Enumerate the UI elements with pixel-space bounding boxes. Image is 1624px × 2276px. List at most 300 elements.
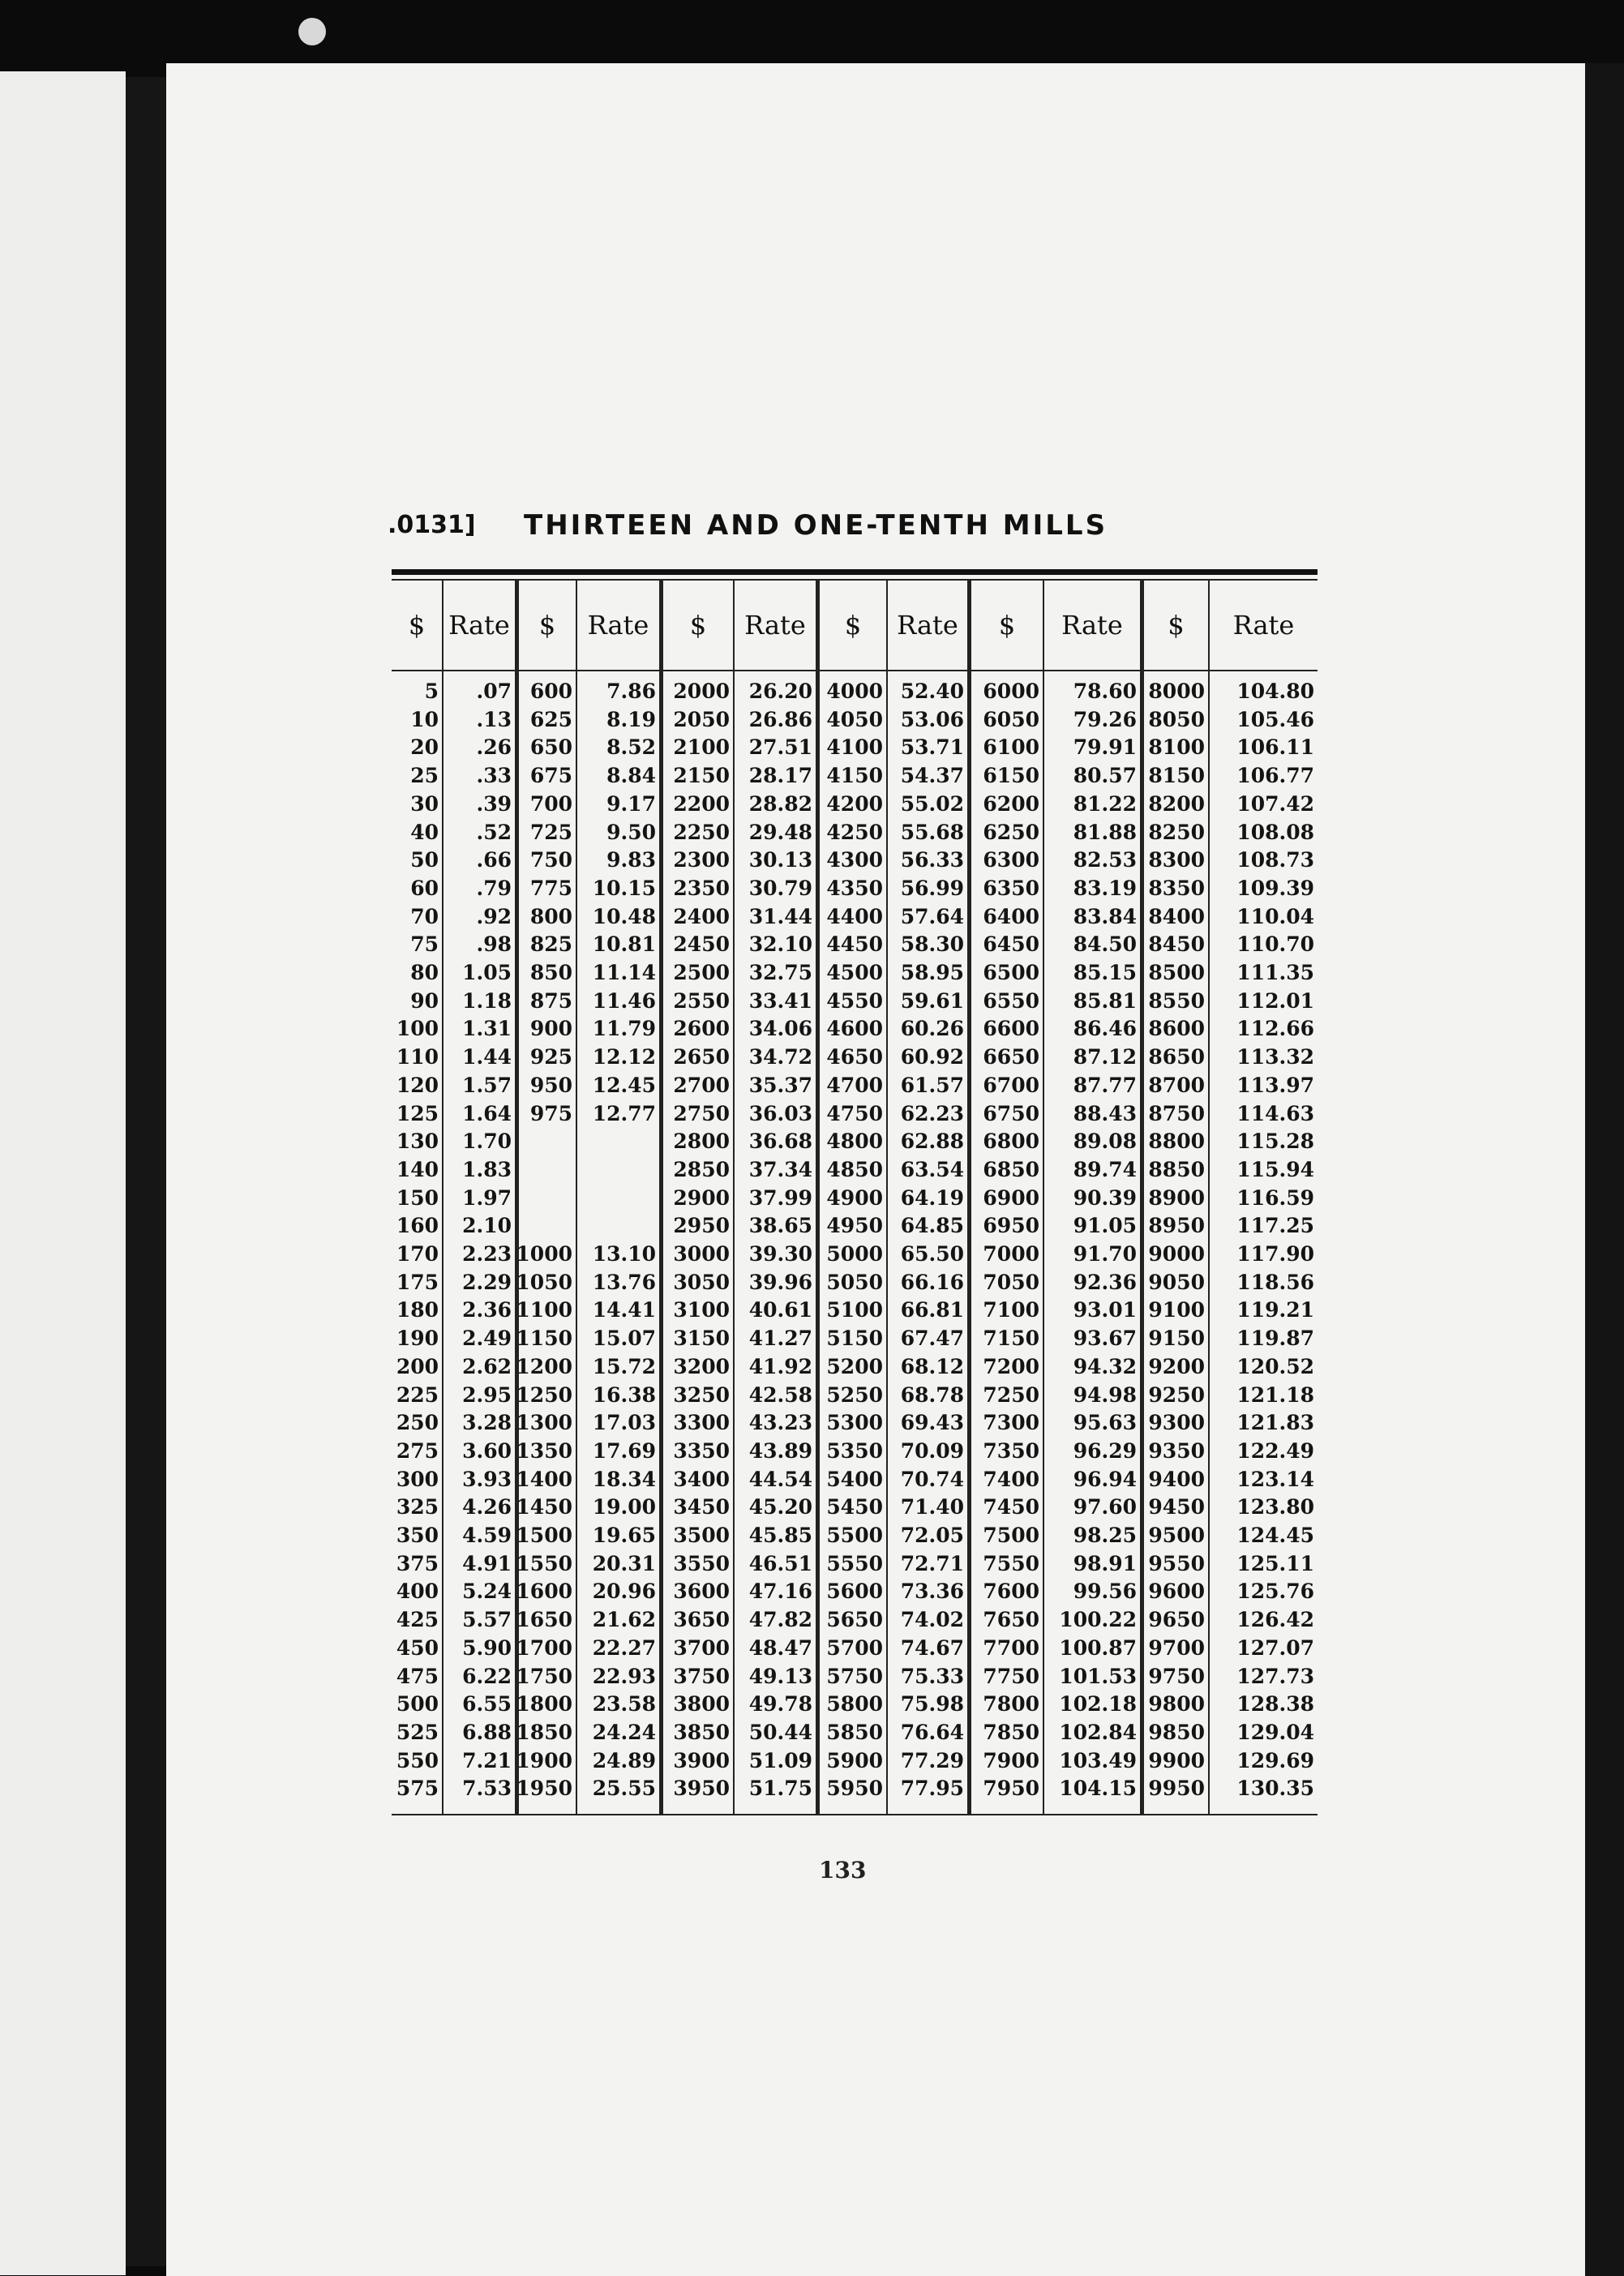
dollar-amount-cell: 2550 [673,988,730,1013]
dollar-amount-cell: 1800 [516,1692,572,1717]
rate-value-cell: 8.84 [606,764,656,788]
rate-value-cell: 7.53 [462,1777,512,1801]
dollar-amount-cell: 1400 [516,1467,572,1491]
table-bottom-rule [392,1814,1318,1815]
rate-value-cell: 75.33 [900,1664,964,1688]
dollar-amount-cell: 5000 [826,1242,883,1266]
dollar-amount-cell: 2750 [673,1101,730,1125]
rate-value-cell: 93.01 [1073,1298,1137,1322]
dollar-amount-cell: 80 [410,961,439,984]
dollar-amount-cell: 575 [396,1777,439,1801]
dollar-amount-cell: 6350 [983,876,1039,900]
rate-value-cell: .66 [476,848,512,872]
dollar-amount-cell: 8800 [1148,1129,1205,1154]
rate-value-cell: 48.47 [748,1635,812,1660]
dollar-amount-cell: 75 [410,932,439,957]
dollar-amount-cell: 8250 [1148,820,1205,844]
rate-value-cell: 2.49 [462,1327,512,1351]
dollar-amount-cell: 110 [396,1045,439,1069]
dollar-amount-cell: 6500 [983,961,1039,984]
rate-value-cell: 13.10 [592,1242,656,1266]
dollar-amount-cell: 9650 [1148,1608,1205,1632]
dollar-amount-cell: 6250 [983,820,1039,844]
dollar-amount-cell: 5650 [826,1608,883,1632]
rate-value-cell: 2.95 [462,1382,512,1407]
rate-value-cell: 49.78 [748,1692,812,1717]
rate-value-cell: 87.12 [1073,1045,1137,1069]
rate-value-cell: 119.87 [1236,1327,1314,1351]
rate-value-cell: 47.16 [748,1579,812,1604]
dollar-amount-cell: 3250 [673,1382,730,1407]
rate-value-cell: 41.27 [748,1327,812,1351]
dollar-amount-cell: 4650 [826,1045,883,1069]
rate-value-cell: 24.24 [592,1720,656,1744]
rate-value-cell: 79.91 [1073,735,1137,760]
rate-value-cell: 96.29 [1073,1438,1137,1463]
rate-value-cell: 103.49 [1059,1748,1137,1772]
dollar-amount-cell: 2200 [673,791,730,816]
dollar-amount-cell: 8450 [1148,932,1205,957]
rate-value-cell: 1.05 [462,961,512,984]
dollar-amount-cell: 5700 [826,1635,883,1660]
dollar-amount-cell: 90 [410,988,439,1013]
dollar-amount-cell: 1050 [516,1270,572,1294]
header-dollars: $ [538,610,556,641]
dollar-amount-cell: 3000 [673,1242,730,1266]
dollar-amount-cell: 6400 [983,904,1039,928]
dollar-amount-cell: 5500 [826,1524,883,1547]
rate-value-cell: .98 [476,932,512,957]
dollar-amount-cell: 6600 [983,1017,1039,1041]
dollar-amount-cell: 8400 [1148,904,1205,928]
rate-value-cell: 117.25 [1236,1214,1314,1238]
dollar-amount-cell: 2150 [673,764,730,788]
dollar-amount-cell: 4800 [826,1129,883,1154]
dollar-amount-cell: 3300 [673,1411,730,1435]
dollar-amount-cell: 825 [529,932,572,957]
rate-value-cell: 98.25 [1073,1524,1137,1547]
rate-value-cell: 39.30 [748,1242,812,1266]
dollar-amount-cell: 6950 [983,1214,1039,1238]
rate-value-cell: 84.50 [1073,932,1137,957]
dollar-amount-cell: 9200 [1148,1354,1205,1378]
dollar-amount-cell: 1700 [516,1635,572,1660]
dollar-amount-cell: 100 [396,1017,439,1041]
dollar-amount-cell: 9850 [1148,1720,1205,1744]
rate-value-cell: 50.44 [748,1720,812,1744]
rate-value-cell: 67.47 [900,1327,964,1351]
rate-value-cell: 96.94 [1073,1467,1137,1491]
rate-value-cell: 89.74 [1073,1157,1137,1181]
rate-value-cell: 105.46 [1236,707,1314,731]
rate-value-cell: 10.48 [592,904,656,928]
rate-value-cell: 77.95 [900,1777,964,1801]
dollar-amount-cell: 950 [529,1073,572,1097]
dollar-amount-cell: 190 [396,1327,439,1351]
dollar-amount-cell: 4400 [826,904,883,928]
rate-value-cell: 91.05 [1073,1214,1137,1238]
rate-value-cell: 68.78 [900,1382,964,1407]
dollar-amount-cell: 700 [529,791,572,816]
rate-value-cell: 121.83 [1236,1411,1314,1435]
dollar-amount-cell: 9550 [1148,1551,1205,1575]
rate-value-cell: 34.06 [748,1017,812,1041]
rate-value-cell: 75.98 [900,1692,964,1717]
dollar-amount-cell: 7300 [983,1411,1039,1435]
rate-value-cell: 47.82 [748,1608,812,1632]
rate-value-cell: 85.81 [1073,988,1137,1013]
header-dollars: $ [844,610,862,641]
rate-value-cell: 79.26 [1073,707,1137,731]
rate-value-cell: 106.11 [1236,735,1314,760]
rate-value-cell: 74.02 [900,1608,964,1632]
dollar-amount-cell: 6000 [983,679,1039,703]
rate-value-cell: 41.92 [748,1354,812,1378]
rate-value-cell: 30.13 [748,848,812,872]
rate-value-cell: 22.27 [592,1635,656,1660]
rate-value-cell: 90.39 [1073,1185,1137,1210]
rate-value-cell: 120.52 [1236,1354,1314,1378]
dollar-amount-cell: 5600 [826,1579,883,1604]
dollar-amount-cell: 8700 [1148,1073,1205,1097]
dollar-amount-cell: 275 [396,1438,439,1463]
dollar-amount-cell: 4550 [826,988,883,1013]
rate-value-cell: 56.99 [900,876,964,900]
rate-value-cell: 59.61 [900,988,964,1013]
rate-value-cell: 64.19 [900,1185,964,1210]
rate-value-cell: 72.71 [900,1551,964,1575]
rate-value-cell: 52.40 [900,679,964,703]
dollar-amount-cell: 1850 [516,1720,572,1744]
rate-value-cell: 2.23 [462,1242,512,1266]
dollar-amount-cell: 500 [396,1692,439,1717]
header-rate: Rate [744,610,806,641]
dollar-amount-cell: 400 [396,1579,439,1604]
rate-value-cell: 73.36 [900,1579,964,1604]
rate-value-cell: 102.84 [1059,1720,1137,1744]
folio-reference: .0131] [388,511,476,539]
rate-value-cell: 122.49 [1236,1438,1314,1463]
rate-value-cell: 58.95 [900,961,964,984]
dollar-amount-cell: 6850 [983,1157,1039,1181]
dollar-amount-cell: 6800 [983,1129,1039,1154]
rate-value-cell: 127.73 [1236,1664,1314,1688]
rate-value-cell: 129.04 [1236,1720,1314,1744]
dollar-amount-cell: 8150 [1148,764,1205,788]
rate-value-cell: .39 [476,791,512,816]
dollar-amount-cell: 4850 [826,1157,883,1181]
rate-value-cell: 88.43 [1073,1101,1137,1125]
dollar-amount-cell: 6700 [983,1073,1039,1097]
rate-value-cell: 104.15 [1059,1777,1137,1801]
dollar-amount-cell: 3700 [673,1635,730,1660]
rate-value-cell: 62.88 [900,1129,964,1154]
rate-value-cell: 107.42 [1236,791,1314,816]
rate-value-cell: 115.94 [1236,1157,1314,1181]
rate-value-cell: 2.62 [462,1354,512,1378]
rate-value-cell: 82.53 [1073,848,1137,872]
rate-value-cell: 27.51 [748,735,812,760]
dollar-amount-cell: 50 [410,848,439,872]
rate-value-cell: 60.26 [900,1017,964,1041]
dollar-amount-cell: 7950 [983,1777,1039,1801]
rate-value-cell: 37.34 [748,1157,812,1181]
scan-speck [298,18,326,45]
rate-value-cell: 95.63 [1073,1411,1137,1435]
rate-value-cell: 112.66 [1236,1017,1314,1041]
rate-value-cell: 6.22 [462,1664,512,1688]
dollar-amount-cell: 7450 [983,1495,1039,1519]
rate-value-cell: 68.12 [900,1354,964,1378]
header-dollars: $ [998,610,1016,641]
rate-value-cell: 62.23 [900,1101,964,1125]
dollar-amount-cell: 1550 [516,1551,572,1575]
dollar-amount-cell: 40 [410,820,439,844]
dollar-amount-cell: 7100 [983,1298,1039,1322]
rate-value-cell: 81.88 [1073,820,1137,844]
dollar-amount-cell: 925 [529,1045,572,1069]
dollar-amount-cell: 8600 [1148,1017,1205,1041]
dollar-amount-cell: 225 [396,1382,439,1407]
rate-value-cell: 34.72 [748,1045,812,1069]
dollar-amount-cell: 6450 [983,932,1039,957]
rate-value-cell: 3.93 [462,1467,512,1491]
dollar-amount-cell: 2400 [673,904,730,928]
dollar-amount-cell: 5950 [826,1777,883,1801]
dollar-amount-cell: 2100 [673,735,730,760]
dollar-amount-cell: 3950 [673,1777,730,1801]
rate-value-cell: 70.74 [900,1467,964,1491]
rate-value-cell: 39.96 [748,1270,812,1294]
dollar-amount-cell: 6200 [983,791,1039,816]
dollar-amount-cell: 70 [410,904,439,928]
dollar-amount-cell: 1600 [516,1579,572,1604]
dollar-amount-cell: 3650 [673,1608,730,1632]
dollar-amount-cell: 5 [424,679,439,703]
dollar-amount-cell: 5250 [826,1382,883,1407]
dollar-amount-cell: 875 [529,988,572,1013]
rate-value-cell: 97.60 [1073,1495,1137,1519]
dollar-amount-cell: 9900 [1148,1748,1205,1772]
rate-value-cell: 110.04 [1236,904,1314,928]
rate-value-cell: 130.35 [1236,1777,1314,1801]
rate-value-cell: 42.58 [748,1382,812,1407]
rate-value-cell: 66.81 [900,1298,964,1322]
rate-value-cell: 43.89 [748,1438,812,1463]
dollar-amount-cell: 7200 [983,1354,1039,1378]
dollar-amount-cell: 9700 [1148,1635,1205,1660]
dollar-amount-cell: 7250 [983,1382,1039,1407]
rate-value-cell: 5.57 [462,1608,512,1632]
header-rate: Rate [448,610,510,641]
rate-value-cell: 12.12 [592,1045,656,1069]
dollar-amount-cell: 350 [396,1524,439,1547]
rate-value-cell: 11.46 [592,988,656,1013]
dollar-amount-cell: 1500 [516,1524,572,1547]
dollar-amount-cell: 2050 [673,707,730,731]
dollar-amount-cell: 1200 [516,1354,572,1378]
dollar-amount-cell: 4750 [826,1101,883,1125]
dollar-amount-cell: 5150 [826,1327,883,1351]
dollar-amount-cell: 375 [396,1551,439,1575]
dollar-amount-cell: 7050 [983,1270,1039,1294]
page-heading [388,509,1320,546]
rate-value-cell: 23.58 [592,1692,656,1717]
rate-value-cell: 128.38 [1236,1692,1314,1717]
dollar-amount-cell: 7150 [983,1327,1039,1351]
rate-value-cell: 83.84 [1073,904,1137,928]
rate-value-cell: 64.85 [900,1214,964,1238]
rate-value-cell: 127.07 [1236,1635,1314,1660]
rate-value-cell: 26.20 [748,679,812,703]
rate-value-cell: 125.11 [1236,1551,1314,1575]
rate-value-cell: .07 [476,679,512,703]
dollar-amount-cell: 1650 [516,1608,572,1632]
dollar-amount-cell: 3800 [673,1692,730,1717]
rate-value-cell: 119.21 [1236,1298,1314,1322]
rate-value-cell: 51.75 [748,1777,812,1801]
rate-value-cell: 15.07 [592,1327,656,1351]
rate-value-cell: 114.63 [1236,1101,1314,1125]
rate-value-cell: 113.97 [1236,1073,1314,1097]
rate-value-cell: 72.05 [900,1524,964,1547]
dollar-amount-cell: 8200 [1148,791,1205,816]
rate-value-cell: 8.19 [606,707,656,731]
rate-value-cell: 53.71 [900,735,964,760]
rate-value-cell: 100.22 [1059,1608,1137,1632]
rate-value-cell: 1.31 [462,1017,512,1041]
rate-value-cell: 30.79 [748,876,812,900]
rate-value-cell: 11.79 [592,1017,656,1041]
rate-value-cell: 1.64 [462,1101,512,1125]
rate-value-cell: 74.67 [900,1635,964,1660]
rate-value-cell: 16.38 [592,1382,656,1407]
dollar-amount-cell: 250 [396,1411,439,1435]
dollar-amount-cell: 8950 [1148,1214,1205,1238]
dollar-amount-cell: 180 [396,1298,439,1322]
dollar-amount-cell: 9950 [1148,1777,1205,1801]
rate-value-cell: 7.21 [462,1748,512,1772]
rate-value-cell: 111.35 [1236,961,1314,984]
dollar-amount-cell: 9100 [1148,1298,1205,1322]
dollar-amount-cell: 3900 [673,1748,730,1772]
rate-value-cell: 9.83 [606,848,656,872]
rate-value-cell: 20.96 [592,1579,656,1604]
rate-value-cell: 77.29 [900,1748,964,1772]
dollar-amount-cell: 2700 [673,1073,730,1097]
rate-value-cell: 110.70 [1236,932,1314,957]
dollar-amount-cell: 6900 [983,1185,1039,1210]
rate-value-cell: 18.34 [592,1467,656,1491]
rate-value-cell: .13 [476,707,512,731]
dollar-amount-cell: 2800 [673,1129,730,1154]
rate-value-cell: 118.56 [1236,1270,1314,1294]
dollar-amount-cell: 7000 [983,1242,1039,1266]
dollar-amount-cell: 7750 [983,1664,1039,1688]
dollar-amount-cell: 4350 [826,876,883,900]
rate-value-cell: 44.54 [748,1467,812,1491]
rate-value-cell: 91.70 [1073,1242,1137,1266]
dollar-amount-cell: 675 [529,764,572,788]
rate-value-cell: .52 [476,820,512,844]
rate-value-cell: 3.28 [462,1411,512,1435]
dollar-amount-cell: 3550 [673,1551,730,1575]
dollar-amount-cell: 160 [396,1214,439,1238]
dollar-amount-cell: 5100 [826,1298,883,1322]
dollar-amount-cell: 6150 [983,764,1039,788]
dollar-amount-cell: 975 [529,1101,572,1125]
page-number: 133 [819,1857,867,1884]
rate-value-cell: 32.75 [748,961,812,984]
dollar-amount-cell: 7650 [983,1608,1039,1632]
dollar-amount-cell: 550 [396,1748,439,1772]
dollar-amount-cell: 4300 [826,848,883,872]
rate-value-cell: 19.00 [592,1495,656,1519]
rate-value-cell: 54.37 [900,764,964,788]
header-rate: Rate [587,610,649,641]
rate-value-cell: 115.28 [1236,1129,1314,1154]
rate-value-cell: 15.72 [592,1354,656,1378]
rate-value-cell: 124.45 [1236,1524,1314,1547]
rate-value-cell: 12.45 [592,1073,656,1097]
dollar-amount-cell: 9400 [1148,1467,1205,1491]
dollar-amount-cell: 200 [396,1354,439,1378]
dollar-amount-cell: 9750 [1148,1664,1205,1688]
dollar-amount-cell: 1300 [516,1411,572,1435]
dollar-amount-cell: 4700 [826,1073,883,1097]
rate-value-cell: 45.20 [748,1495,812,1519]
dollar-amount-cell: 4950 [826,1214,883,1238]
rate-value-cell: 53.06 [900,707,964,731]
rate-value-cell: 5.90 [462,1635,512,1660]
dollar-amount-cell: 425 [396,1608,439,1632]
header-dollars: $ [689,610,707,641]
rate-value-cell: 70.09 [900,1438,964,1463]
rate-value-cell: .92 [476,904,512,928]
dollar-amount-cell: 8500 [1148,961,1205,984]
rate-value-cell: 46.51 [748,1551,812,1575]
rate-value-cell: 6.88 [462,1720,512,1744]
dollar-amount-cell: 4100 [826,735,883,760]
rate-value-cell: 12.77 [592,1101,656,1125]
rate-value-cell: 1.18 [462,988,512,1013]
rate-value-cell: 10.81 [592,932,656,957]
dollar-amount-cell: 900 [529,1017,572,1041]
rate-value-cell: 28.82 [748,791,812,816]
rate-value-cell: 76.64 [900,1720,964,1744]
dollar-amount-cell: 10 [410,707,439,731]
rate-value-cell: 29.48 [748,820,812,844]
dollar-amount-cell: 130 [396,1129,439,1154]
rate-value-cell: 106.77 [1236,764,1314,788]
rate-value-cell: 17.03 [592,1411,656,1435]
rate-value-cell: 14.41 [592,1298,656,1322]
dollar-amount-cell: 7350 [983,1438,1039,1463]
dollar-amount-cell: 6050 [983,707,1039,731]
rate-value-cell: 57.64 [900,904,964,928]
rate-value-cell: 13.76 [592,1270,656,1294]
dollar-amount-cell: 525 [396,1720,439,1744]
dollar-amount-cell: 7500 [983,1524,1039,1547]
dollar-amount-cell: 325 [396,1495,439,1519]
dollar-amount-cell: 3850 [673,1720,730,1744]
dollar-amount-cell: 9800 [1148,1692,1205,1717]
rate-value-cell: 98.91 [1073,1551,1137,1575]
dollar-amount-cell: 850 [529,961,572,984]
rate-value-cell: .33 [476,764,512,788]
rate-value-cell: 45.85 [748,1524,812,1547]
dollar-amount-cell: 650 [529,735,572,760]
